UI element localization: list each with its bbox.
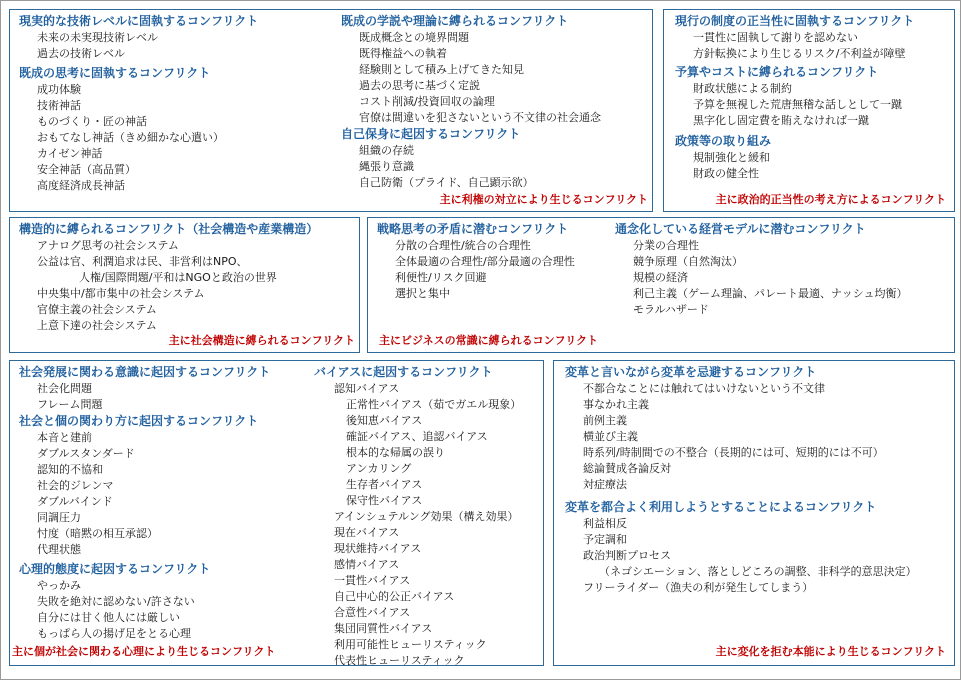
panel-business-common-sense xyxy=(367,217,955,353)
list-item: 総論賛成各論反対 xyxy=(583,462,671,475)
list-item: 事なかれ主義 xyxy=(583,398,649,411)
panel-footer: 主に変化を拒む本能により生じるコンフリクト xyxy=(715,645,946,658)
panel-interest-conflicts xyxy=(9,9,653,212)
list-item: 生存者バイアス xyxy=(346,478,423,491)
list-item: 競争原理（自然淘汰） xyxy=(633,255,743,268)
list-item: 全体最適の合理性/部分最適の合理性 xyxy=(395,255,575,268)
list-item: 官僚主義の社会システム xyxy=(37,303,157,316)
column xyxy=(675,13,914,182)
list-item: フレーム問題 xyxy=(37,398,103,411)
list-item: 黒字化し固定費を賄えなければ一蹴 xyxy=(693,114,869,127)
panel-social-structure xyxy=(9,217,360,353)
heading-society-individual: 社会と個の関わり方に起因するコンフリクト xyxy=(19,414,259,428)
column-left xyxy=(377,221,575,302)
list-item: 合意性バイアス xyxy=(334,606,411,619)
list-item: やっかみ xyxy=(37,579,81,592)
list-item: 分散の合理性/統合の合理性 xyxy=(395,239,531,252)
heading-bias: バイアスに起因するコンフリクト xyxy=(314,365,493,379)
list-item: 自己中心的公正バイアス xyxy=(334,590,455,603)
list-item: 横並び主義 xyxy=(583,430,638,443)
list-item: 中央集中/都市集中の社会システム xyxy=(37,287,205,300)
list-item: 不都合なことには触れてはいけないという不文律 xyxy=(583,382,825,395)
list-item: 集団同質性バイアス xyxy=(334,622,433,635)
heading-current-system: 現行の制度の正当性に固執するコンフリクト xyxy=(675,14,915,28)
list-item: 予定調和 xyxy=(583,533,627,546)
list-item: 利己主義（ゲーム理論、パレート最適、ナッシュ均衡） xyxy=(633,287,908,300)
panel-footer: 主にビジネスの常識に縛られるコンフリクト xyxy=(379,334,599,347)
heading-policy: 政策等の取り組み xyxy=(675,134,772,148)
list-item: ものづくり・匠の神話 xyxy=(37,115,147,128)
list-item: 安全神話（高品質） xyxy=(37,163,136,176)
list-item: 利便性/リスク回避 xyxy=(395,271,487,284)
list-item: 一貫性に固執して謝りを認めない xyxy=(693,31,858,44)
list-item: 方針転換により生じるリスク/不利益が障壁 xyxy=(693,47,906,60)
panel-psychology xyxy=(9,360,544,666)
heading-established-thinking: 既成の思考に固執するコンフリクト xyxy=(19,66,211,80)
heading-avoid-change: 変革と言いながら変革を忌避するコンフリクト xyxy=(565,365,817,379)
list-item: 自分には甘く他人には厳しい xyxy=(37,611,180,624)
list-item: 忖度（暗黙の相互承認） xyxy=(37,527,158,540)
panel-political-conflicts xyxy=(663,9,955,212)
column xyxy=(19,221,318,334)
list-item: 保守性バイアス xyxy=(346,494,423,507)
heading-theory: 既成の学説や理論に縛られるコンフリクト xyxy=(341,14,569,28)
list-item: 一貫性バイアス xyxy=(334,574,411,587)
list-item: 分業の合理性 xyxy=(633,239,699,252)
heading-social-development: 社会発展に関わる意識に起因するコンフリクト xyxy=(19,365,271,379)
list-item: 選択と集中 xyxy=(395,287,450,300)
heading-structural: 構造的に縛られるコンフリクト（社会構造や産業構造） xyxy=(19,222,319,236)
heading-exploit-change: 変革を都合よく利用しようとすることによるコンフリクト xyxy=(565,500,877,514)
list-item: 利益相反 xyxy=(583,517,627,530)
list-item: もっぱら人の揚げ足をとる心理 xyxy=(37,627,191,640)
list-item: 対症療法 xyxy=(583,478,627,491)
heading-tech-level: 現実的な技術レベルに固執するコンフリクト xyxy=(19,14,259,28)
list-item: ダブルバインド xyxy=(37,495,113,508)
panel-footer: 主に個が社会に関わる心理により生じるコンフリクト xyxy=(12,645,276,658)
column xyxy=(565,364,917,596)
list-item: アンカリング xyxy=(346,462,412,475)
list-item: 上意下達の社会システム xyxy=(37,319,157,332)
list-item: （ネゴシエーション、落としどころの調整、非科学的意思決定） xyxy=(599,565,917,578)
list-item: アインシュテルング効果（構え効果） xyxy=(334,510,519,523)
list-item: 過去の技術レベル xyxy=(37,47,125,60)
list-item: 技術神話 xyxy=(37,99,81,112)
list-item: モラルハザード xyxy=(633,303,709,316)
list-item: 成功体験 xyxy=(37,83,81,96)
column-right xyxy=(341,13,601,191)
list-item: 政治判断プロセス xyxy=(583,549,671,562)
list-item: 公益は官、利潤追求は民、非営利はNPO、 xyxy=(37,255,248,268)
list-item: コスト削減/投資回収の論理 xyxy=(359,95,495,108)
list-item: 規制強化と緩和 xyxy=(693,151,770,164)
list-item: 既成概念との境界問題 xyxy=(359,31,469,44)
list-item: 社会化問題 xyxy=(37,382,92,395)
list-item: 経験則として積み上げてきた知見 xyxy=(359,63,524,76)
list-item: 後知恵バイアス xyxy=(346,414,423,427)
list-item: 本音と建前 xyxy=(37,431,92,444)
list-item: 過去の思考に基づく定説 xyxy=(359,79,480,92)
list-item: 認知的不協和 xyxy=(37,463,103,476)
list-item: おもてなし神話（きめ細かな心遣い） xyxy=(37,131,224,144)
list-item: 予算を無視した荒唐無稽な話しとして一蹴 xyxy=(693,98,902,111)
list-item: 根本的な帰属の誤り xyxy=(346,446,445,459)
list-item: 縄張り意識 xyxy=(359,160,414,173)
list-item: 未来の未実現技術レベル xyxy=(37,31,158,44)
list-item: 正常性バイアス（茹でガエル現象） xyxy=(346,398,522,411)
column-left xyxy=(19,13,258,194)
list-item: カイゼン神話 xyxy=(37,147,103,160)
panel-footer: 主に政治的正当性の考え方によるコンフリクト xyxy=(715,193,946,206)
list-item: 既得権益への執着 xyxy=(359,47,447,60)
list-item: 現状維持バイアス xyxy=(334,542,422,555)
list-item: 現在バイアス xyxy=(334,526,400,539)
list-item: 自己防衛（プライド、自己顕示欲） xyxy=(359,176,534,189)
list-item: 認知バイアス xyxy=(334,382,400,395)
list-item: 規模の経済 xyxy=(633,271,688,284)
heading-self-protection: 自己保身に起因するコンフリクト xyxy=(341,127,521,141)
list-item: 財政の健全性 xyxy=(693,167,759,180)
column-right xyxy=(314,364,521,669)
panel-footer: 主に社会構造に縛られるコンフリクト xyxy=(168,334,355,347)
list-item: 利用可能性ヒューリスティック xyxy=(334,638,487,651)
list-item: 時系列/時制間での不整合（長期的には可、短期的には不可） xyxy=(583,446,884,459)
list-item: 社会的ジレンマ xyxy=(37,479,114,492)
list-item: 確証バイアス、追認バイアス xyxy=(346,430,488,443)
list-item: 代表性ヒューリスティック xyxy=(334,654,465,667)
list-item: ダブルスタンダード xyxy=(37,447,135,460)
heading-business-model: 通念化している経営モデルに潜むコンフリクト xyxy=(615,222,866,236)
list-item: 前例主義 xyxy=(583,414,627,427)
column-left xyxy=(19,364,270,642)
heading-psychological-attitude: 心理的態度に起因するコンフリクト xyxy=(19,562,211,576)
list-item: 代理状態 xyxy=(37,543,81,556)
list-item: フリーライダー（漁夫の利が発生してしまう） xyxy=(583,581,814,594)
list-item: 失敗を絶対に認めない/許さない xyxy=(37,595,195,608)
list-item: アナログ思考の社会システム xyxy=(37,239,179,252)
heading-strategy: 戦略思考の矛盾に潜むコンフリクト xyxy=(377,222,569,236)
list-item: 高度経済成長神話 xyxy=(37,179,125,192)
panel-footer: 主に利権の対立により生じるコンフリクト xyxy=(439,193,648,206)
list-item: 官僚は間違いを犯さないという不文律の社会通念 xyxy=(359,111,601,124)
panel-change-resistance xyxy=(553,360,955,666)
column-right xyxy=(615,221,908,318)
list-item: 感情バイアス xyxy=(334,558,400,571)
list-item: 組織の存続 xyxy=(359,144,414,157)
list-item: 財政状態による制約 xyxy=(693,82,792,95)
list-item: 人権/国際問題/平和はNGOと政治の世界 xyxy=(79,271,277,284)
heading-budget: 予算やコストに縛られるコンフリクト xyxy=(675,65,879,79)
list-item: 同調圧力 xyxy=(37,511,81,524)
